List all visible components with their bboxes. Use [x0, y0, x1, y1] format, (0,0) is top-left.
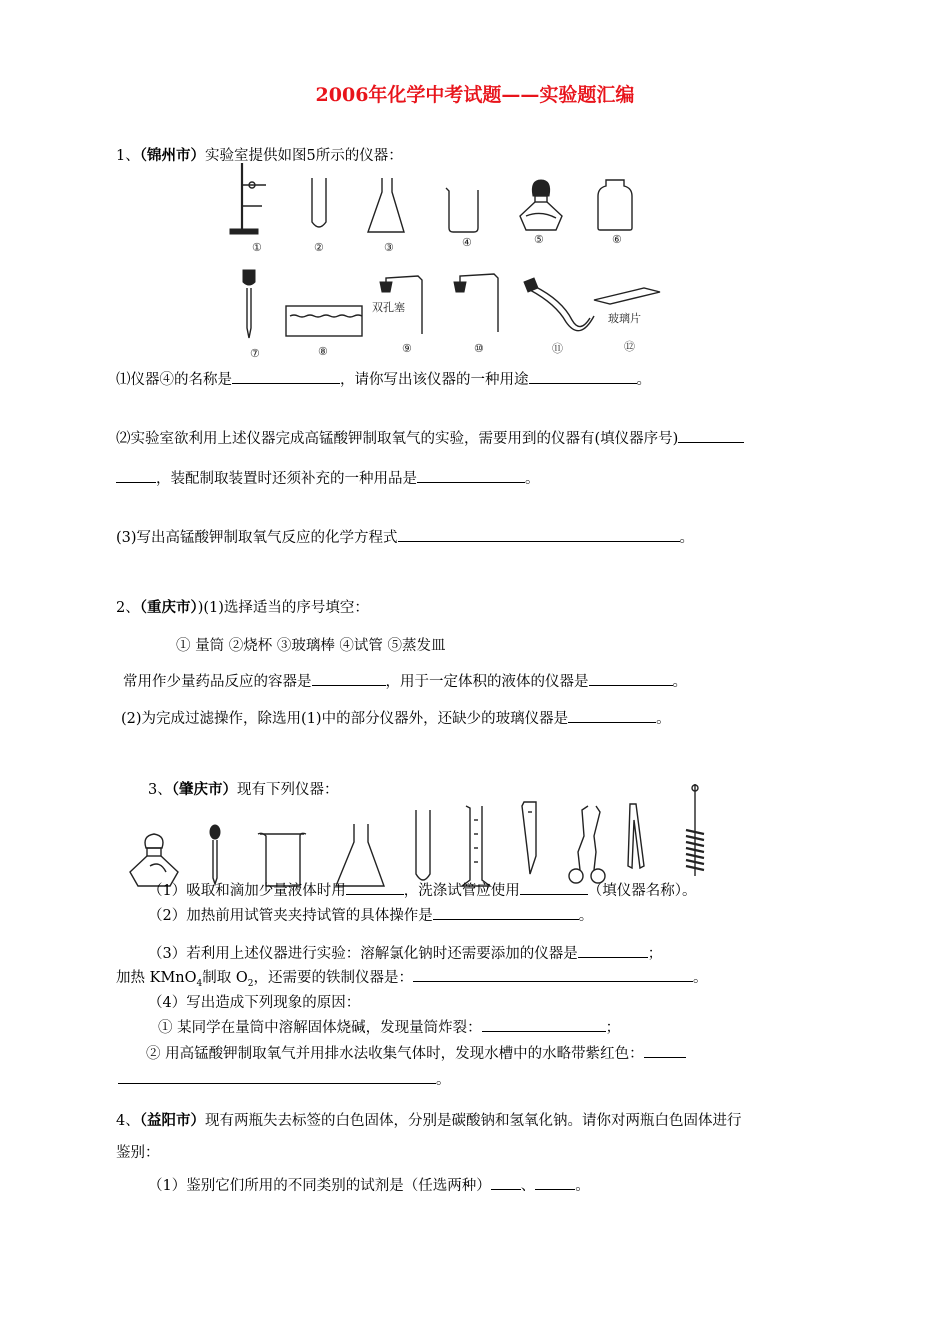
q2-line1-end: 。	[672, 674, 687, 690]
q4-part1-end: 。	[575, 1178, 590, 1194]
q3-part3-text-a: （3）若利用上述仪器进行实验：溶解氯化钠时还需要添加的仪器是	[148, 946, 578, 962]
q3-part3-line1	[148, 942, 662, 963]
figure-label-3: ③	[384, 241, 394, 254]
q1-part1-end: 。	[636, 372, 651, 388]
figure-label-5: ⑤	[534, 233, 544, 246]
dropper-icon-2	[210, 825, 220, 884]
q3-part4-2-cont	[118, 1068, 451, 1089]
q4-part1-text: （1）鉴别它们所用的不同类别的试剂是（任选两种）	[148, 1178, 491, 1194]
q3-blank-holder-operation[interactable]	[433, 905, 579, 920]
q3-part3-text-b2: 制取 O	[202, 970, 248, 986]
q1-source: （锦州市）	[139, 147, 205, 164]
q1-part3-text: (3)写出高锰酸钾制取氧气反应的化学方程式	[116, 530, 398, 546]
q3-part4-2-text: ② 用高锰酸钾制取氧气并用排水法收集气体时，发现水槽中的水略带紫红色：	[146, 1046, 644, 1062]
double-hole-stopper-label: 双孔塞	[372, 301, 405, 314]
q2-number: 2、	[116, 600, 140, 616]
q1-part2-end: 。	[525, 471, 540, 487]
figure-label-2: ②	[314, 241, 324, 254]
tweezers-icon	[628, 804, 644, 868]
q3-part1-text-b: ，洗涤试管应使用	[403, 883, 520, 899]
q3-part4-2	[146, 1042, 686, 1063]
conical-flask-icon-2	[336, 824, 384, 886]
figure-label-10: ⑩	[474, 342, 484, 355]
q3-part1	[148, 879, 696, 900]
figure-label-12: ⑫	[624, 340, 635, 353]
q3-part4: （4）写出造成下列现象的原因：	[148, 995, 361, 1011]
q1-intro: 实验室提供如图5所示的仪器：	[204, 148, 403, 164]
figure-label-7: ⑦	[250, 347, 260, 360]
figure-label-8: ⑧	[318, 345, 328, 358]
q3-intro: 现有下列仪器：	[236, 782, 339, 798]
q3-blank-purple-water[interactable]	[644, 1043, 686, 1058]
figure-label-1: ①	[252, 241, 262, 254]
q3-part4-1-end: ；	[605, 1020, 621, 1036]
q3-part3-end: ；	[647, 946, 663, 962]
q4-part1	[148, 1174, 590, 1195]
q3-blank-dissolve-instrument[interactable]	[578, 943, 648, 958]
test-tube-icon-2	[416, 810, 430, 880]
q4-number: 4、	[116, 1113, 140, 1129]
q3-part3-line2-end: 。	[692, 970, 708, 986]
q4-heading	[116, 1109, 741, 1130]
q3-blank-cylinder-crack[interactable]	[482, 1017, 606, 1032]
q3-blank-purple-water-cont[interactable]	[118, 1069, 436, 1084]
q3-blank-iron-instrument[interactable]	[413, 967, 693, 982]
q2-intro: )(1)选择适当的序号填空：	[197, 600, 369, 616]
figure-label-6: ⑥	[612, 233, 622, 246]
q2-line1-text-b: ，用于一定体积的液体的仪器是	[385, 674, 589, 690]
q3-part1-text-a: （1）吸取和滴加少量液体时用	[148, 883, 346, 899]
q3-part2	[148, 904, 593, 925]
page-title: 2006年化学中考试题——实验题汇编	[315, 84, 635, 106]
q2-source: （重庆市）	[139, 599, 198, 616]
q3-part4-1	[158, 1016, 620, 1037]
q3-blank-dropper[interactable]	[346, 880, 404, 895]
q3-part3-sub1: 4	[196, 978, 203, 989]
figure-label-4: ④	[462, 236, 472, 249]
q3-part2-end: 。	[578, 908, 594, 924]
q4-intro: 现有两瓶失去标签的白色固体，分别是碳酸钠和氢氧化钠。请你对两瓶白色固体进行	[204, 1113, 742, 1129]
graduated-cylinder-icon	[462, 806, 490, 886]
q4-intro-line2: 鉴别：	[116, 1145, 160, 1161]
test-tube-brush-icon	[686, 784, 704, 876]
q3-part1-text-c: （填仪器名称）。	[587, 883, 697, 899]
q3-blank-brush[interactable]	[520, 880, 588, 895]
q3-part4-1-text: ① 某同学在量筒中溶解固体烧碱，发现量筒炸裂：	[158, 1020, 482, 1036]
q2-line2-end: 。	[656, 711, 671, 727]
q1-part1-text-a: ⑴仪器④的名称是	[116, 372, 232, 388]
q3-number: 3、	[148, 782, 172, 798]
q1-part1-text-b: ，请你写出该仪器的一种用途	[340, 372, 529, 388]
glass-sheet-label: 玻璃片	[608, 312, 641, 325]
q3-part3-sub2: 2	[247, 978, 254, 989]
q1-number: 1、	[116, 148, 140, 164]
q2-options: ① 量筒 ②烧杯 ③玻璃棒 ④试管 ⑤蒸发皿	[176, 638, 446, 654]
q2-line2-text: (2)为完成过滤操作，除选用(1)中的部分仪器外，还缺少的玻璃仪器是	[121, 711, 569, 727]
figure-label-9: ⑨	[402, 342, 412, 355]
q3-part3-text-b3: ，还需要的铁制仪器是：	[253, 970, 413, 986]
q4-blank-reagent-2[interactable]	[535, 1175, 575, 1190]
q3-part2-text: （2）加热前用试管夹夹持试管的具体操作是	[148, 908, 433, 924]
crucible-tongs-icon	[569, 806, 605, 883]
q3-part3-line2	[116, 966, 707, 989]
q4-blank-reagent-1[interactable]	[491, 1175, 521, 1190]
q1-part3-end: 。	[679, 530, 695, 546]
q2-line1-text-a: 常用作少量药品反应的容器是	[123, 674, 312, 690]
q4-part1-sep: 、	[520, 1178, 536, 1194]
q1-part2-text-b: ，装配制取装置时还须补充的一种用品是	[156, 471, 417, 487]
test-tube-holder-icon	[522, 802, 536, 874]
q1-part2-text-a: ⑵实验室欲利用上述仪器完成高锰酸钾制取氧气的实验，需要用到的仪器有(填仪器序号)	[116, 431, 679, 447]
q3-part4-2-end: 。	[436, 1072, 451, 1088]
q3-part3-text-b1: 加热 KMnO	[116, 970, 197, 986]
q3-source: （肇庆市）	[171, 781, 237, 798]
q4-source: （益阳市）	[139, 1112, 205, 1129]
figure-label-11: ⑪	[552, 342, 563, 355]
